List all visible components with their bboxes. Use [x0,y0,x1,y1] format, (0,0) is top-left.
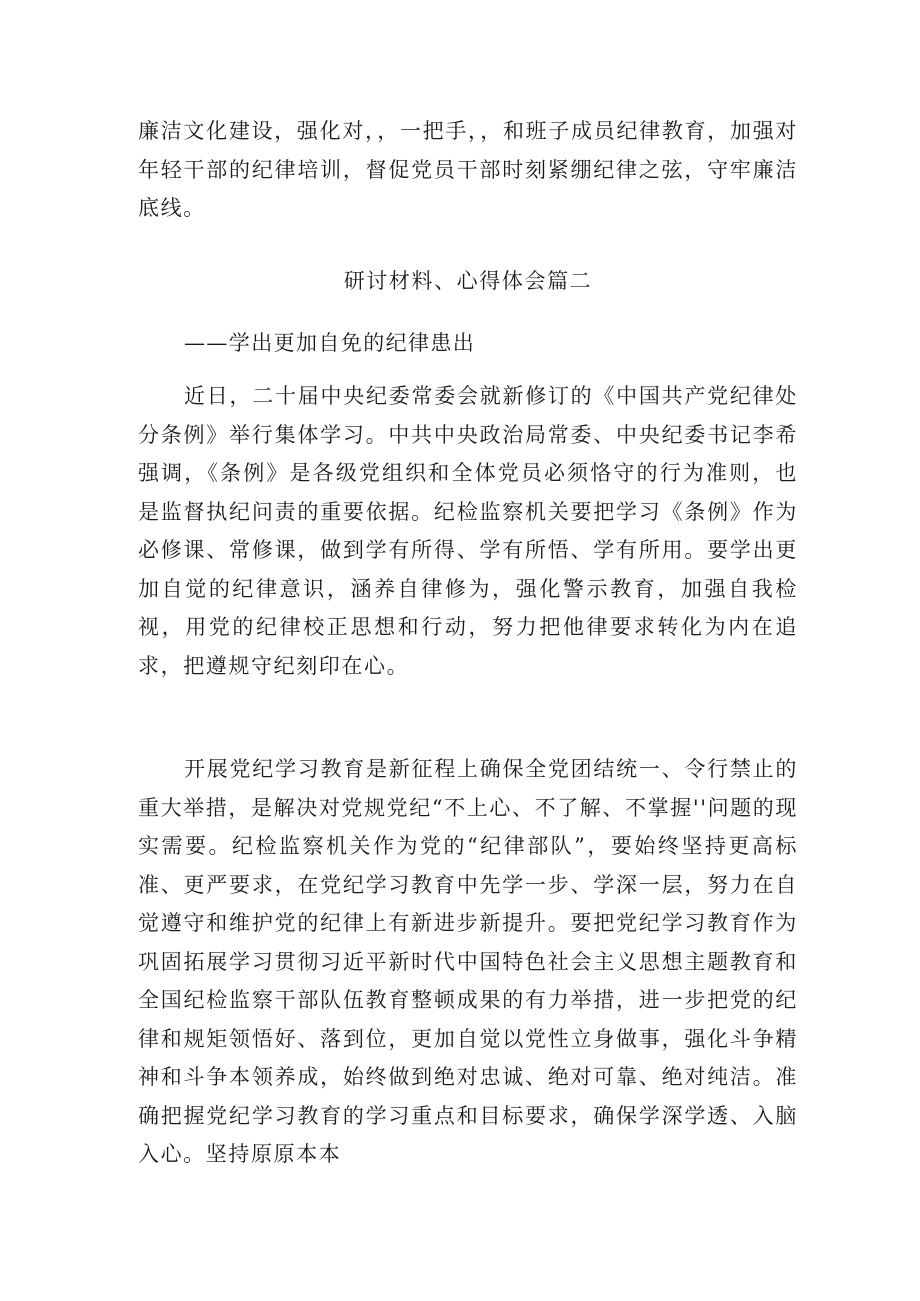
continuation-paragraph: 廉洁文化建设，强化对，，一把手，，和班子成员纪律教育，加强对年轻干部的纪律培训，督促党员干部时刻紧绷纪律之弦，守牢廉洁底线。 [138,119,798,220]
body-paragraph-2: 开展党纪学习教育是新征程上确保全党团结统一、令行禁止的重大举措，是解决对党规党纪“不上心、不了解、不掌握''问题的现实需要。纪检监察机关作为党的“纪律部队”，要始终坚持更高标准、更严要求，在党纪学习教育中先学一步、学深一层，努力在自觉遵守和维护党的纪律上有新进步新提升。要把党纪学习教育作为巩固拓展学习贯彻习近平新时代中国特色社会主义思想主题教育和全国纪检监察干部队伍教育整顿成果的有力举措，进一步把党的纪律和规矩领悟好、落到位，更加自觉以党性立身做事，强化斗争精神和斗争本领养成，始终做到绝对忠诚、绝对可靠、绝对纯洁。准确把握党纪学习教育的学习重点和目标要求，确保学深学透、入脑入心。坚持原原本本 [138,757,798,1166]
body-paragraph-1: 近日，二十届中央纪委常委会就新修订的《中国共产党纪律处分条例》举行集体学习。中共中央政治局常委、中央纪委书记李希强调，《条例》是各级党组织和全体党员必须恪守的行为准则，也是监督执纪问责的重要依据。纪检监察机关要把学习《条例》作为必修课、常修课，做到学有所得、学有所悟、学有所用。要学出更加自觉的纪律意识，涵养自律修为，强化警示教育，加强自我检视，用党的纪律校正思想和行动，努力把他律要求转化为内在追求，把遵规守纪刻印在心。 [138,384,798,678]
section-heading: 研讨材料、心得体会篇二 [343,269,593,293]
section-subtitle: ——学出更加自免的纪律患出 [184,331,476,355]
